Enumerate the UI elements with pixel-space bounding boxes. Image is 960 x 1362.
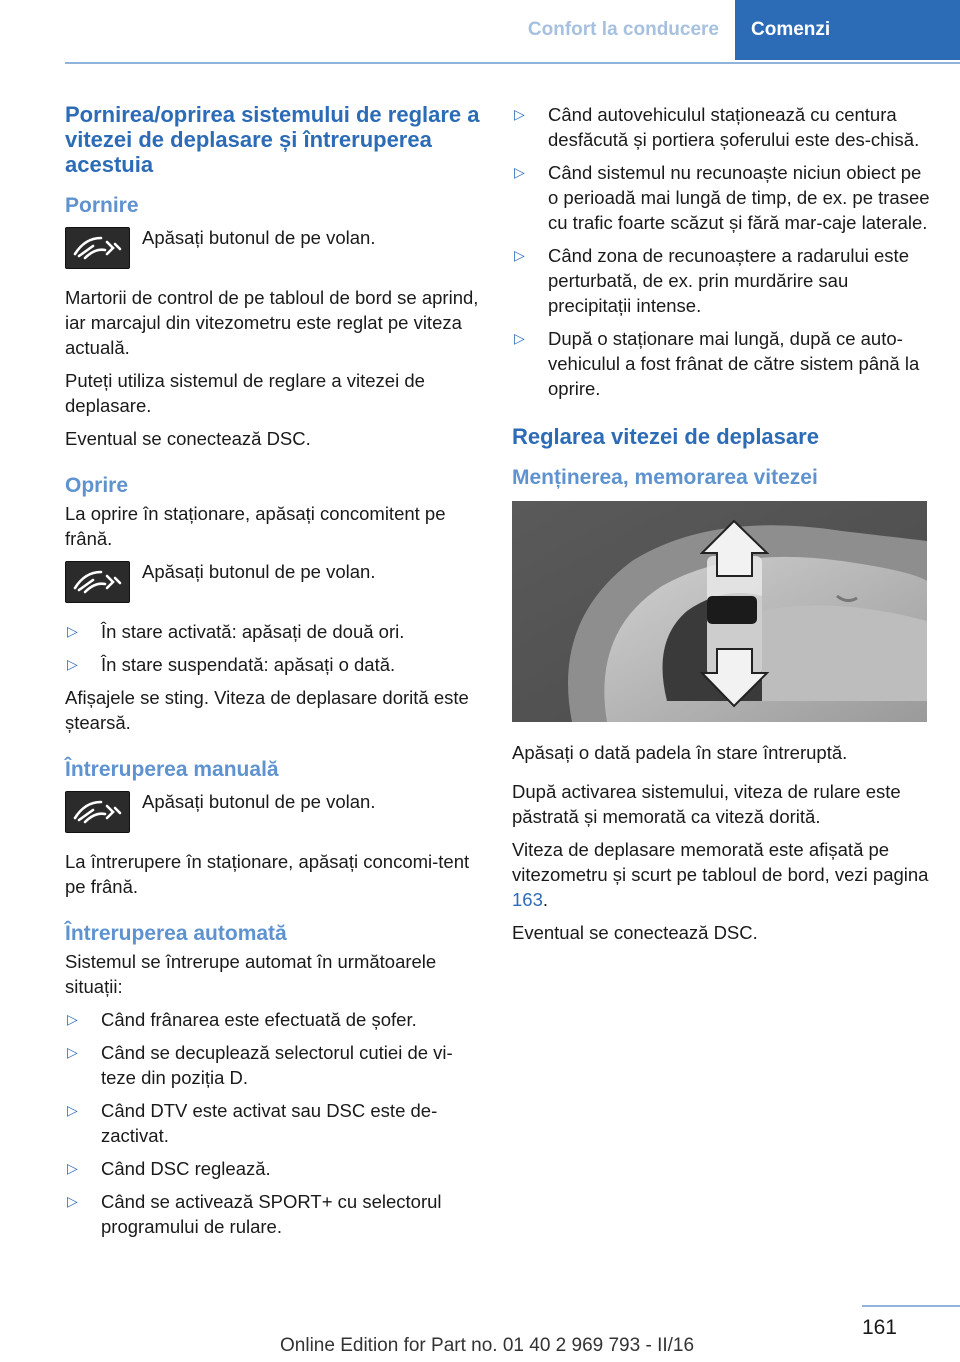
- triangle-right-icon: ▷: [514, 164, 525, 180]
- list-item: ▷ Când DTV este activat sau DSC este de‐zactivat.: [67, 1100, 438, 1146]
- button-instruction: [65, 789, 480, 833]
- page-number: 161: [861, 1316, 897, 1339]
- bullet-list: [512, 102, 932, 401]
- heading-intrerupere-automata: Întreruperea automată: [65, 922, 287, 945]
- instruction-text: Apăsați butonul de pe volan.: [142, 791, 376, 812]
- heading-intrerupere-manuala: Întreruperea manuală: [65, 758, 279, 781]
- list-item: ▷ După o staționare mai lungă, după ce auto‐vehiculul a fost frânat de către sistem până la oprire.: [514, 328, 920, 399]
- cruise-control-icon: [65, 791, 130, 833]
- paragraph: După activarea sistemului, viteza de rulare este păstrată și memorată ca viteză dorită.: [512, 781, 901, 827]
- steering-wheel-image: [512, 501, 927, 722]
- triangle-right-icon: ▷: [514, 330, 525, 346]
- paragraph: Viteza de deplasare memorată este afișată pe vitezometru și scurt pe tabloul de bord, vezi pagina 163.: [512, 839, 929, 910]
- right-column: [512, 102, 932, 953]
- bullet-list: [65, 619, 480, 677]
- triangle-right-icon: ▷: [514, 106, 525, 122]
- paragraph: La oprire în staționare, apăsați concomitent pe frână.: [65, 503, 446, 549]
- left-column: [65, 102, 480, 1247]
- section-title: Reglarea vitezei de deplasare: [512, 424, 819, 449]
- tab-confort-la-conducere[interactable]: Confort la conducere: [527, 19, 719, 40]
- triangle-right-icon: ▷: [67, 1160, 78, 1176]
- list-item: ▷ Când DSC reglează.: [67, 1158, 271, 1179]
- paragraph: La întrerupere în staționare, apăsați concomi‐tent pe frână.: [65, 851, 470, 897]
- triangle-right-icon: ▷: [67, 623, 78, 639]
- header-bar: [65, 0, 960, 64]
- paragraph: Afișajele se sting. Viteza de deplasare dorită este ștearsă.: [65, 687, 469, 733]
- paragraph: Eventual se conectează DSC.: [65, 428, 311, 449]
- instruction-text: Apăsați butonul de pe volan.: [142, 561, 376, 582]
- paragraph: Puteți utiliza sistemul de reglare a vitezei de deplasare.: [65, 370, 425, 416]
- list-item: ▷ În stare suspendată: apăsați o dată.: [67, 654, 396, 675]
- edition-note: Online Edition for Part no. 01 40 2 969 793 - II/16: [280, 1335, 695, 1356]
- footer-divider: [862, 1305, 960, 1307]
- triangle-right-icon: ▷: [67, 1102, 78, 1118]
- triangle-right-icon: ▷: [67, 1193, 78, 1209]
- triangle-right-icon: ▷: [67, 1044, 78, 1060]
- bullet-list: [65, 1007, 480, 1239]
- button-instruction: [65, 225, 480, 269]
- heading-pornire: Pornire: [65, 194, 139, 217]
- triangle-right-icon: ▷: [67, 656, 78, 672]
- cruise-control-icon: [65, 227, 130, 269]
- list-item: ▷ În stare activată: apăsați de două ori.: [67, 621, 405, 642]
- heading-oprire: Oprire: [65, 474, 129, 497]
- cruise-control-icon: [65, 561, 130, 603]
- paragraph: Apăsați o dată padela în stare întreruptă.: [512, 742, 848, 763]
- subheading: Menținerea, memorarea vitezei: [512, 466, 818, 489]
- paragraph: Sistemul se întrerupe automat în următoarele situații:: [65, 951, 437, 997]
- button-instruction: [65, 559, 480, 603]
- paragraph: Eventual se conectează DSC.: [512, 922, 758, 943]
- list-item: ▷ Când sistemul nu recunoaște niciun obiect pe o perioadă mai lungă de timp, de ex. pe trasee cu trafic foarte scăzut și fără mar‐caje laterale.: [514, 162, 930, 233]
- paragraph: Martorii de control de pe tabloul de bord se aprind, iar marcajul din vitezometru este reglat pe viteza actuală.: [65, 287, 479, 358]
- tab-comenzi[interactable]: Comenzi: [735, 0, 960, 60]
- list-item: ▷ Când autovehiculul staționează cu centura desfăcută și portiera șoferului este des‐chisă.: [514, 104, 920, 150]
- page-link[interactable]: 163: [512, 889, 543, 910]
- triangle-right-icon: ▷: [514, 247, 525, 263]
- list-item: ▷ Când zona de recunoaștere a radarului este perturbată, de ex. prin murdărire sau precipitații intense.: [514, 245, 909, 316]
- list-item: ▷ Când se decuplează selectorul cutiei de vi‐teze din poziția D.: [67, 1042, 453, 1088]
- triangle-right-icon: ▷: [67, 1011, 78, 1027]
- list-item: ▷ Când se activează SPORT+ cu selectorul programului de rulare.: [67, 1191, 442, 1237]
- list-item: ▷ Când frânarea este efectuată de șofer.: [67, 1009, 417, 1030]
- instruction-text: Apăsați butonul de pe volan.: [142, 227, 376, 248]
- page-title: Pornirea/oprirea sistemului de reglare a vitezei de deplasare și întreruperea acestuia: [65, 102, 480, 177]
